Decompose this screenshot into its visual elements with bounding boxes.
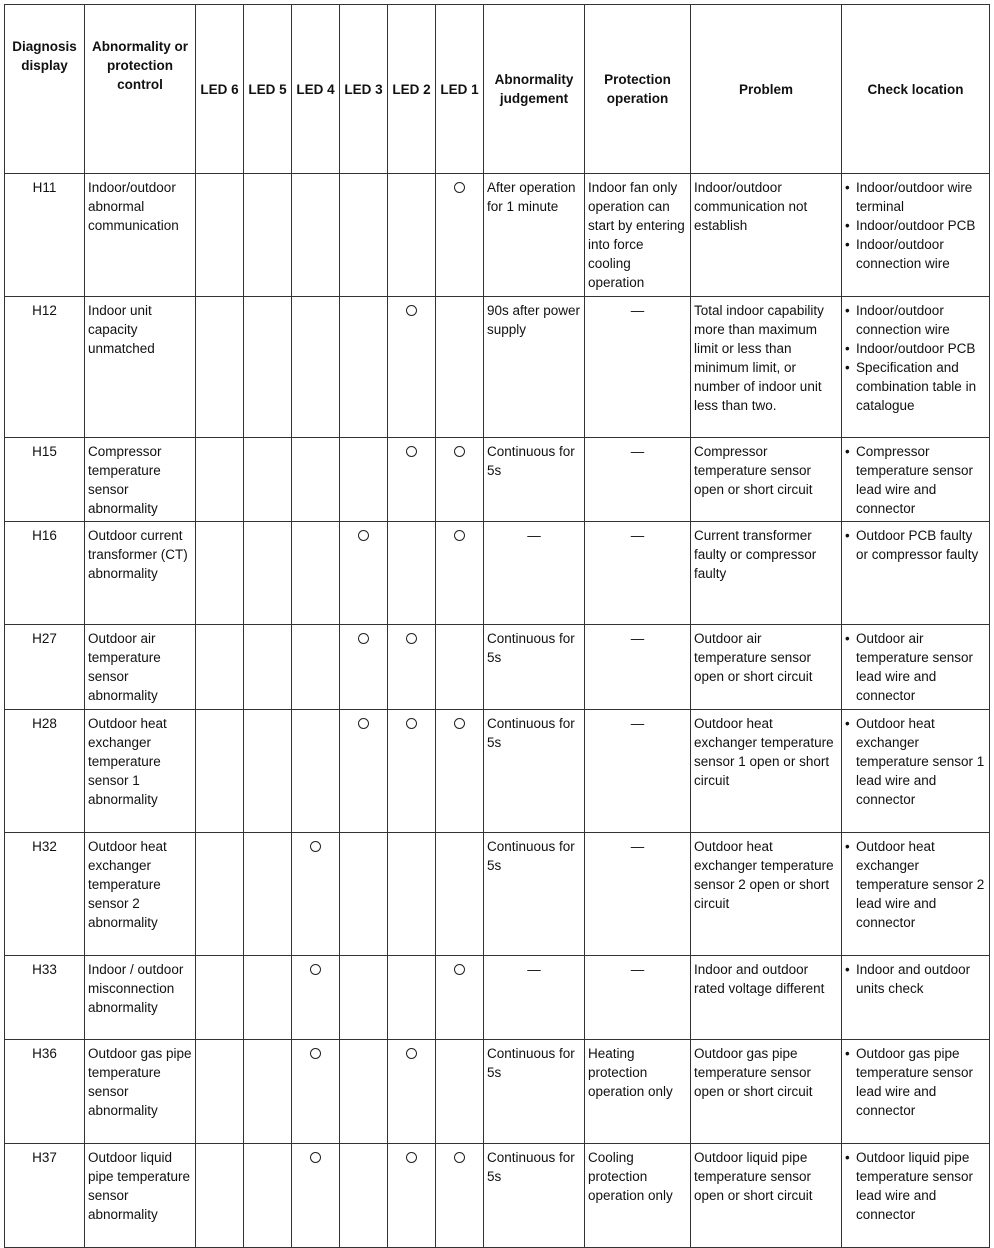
table-row [5, 174, 990, 297]
protection-cell: — [585, 710, 691, 833]
protection-cell: — [585, 297, 691, 438]
check-location-item: • Indoor/outdoor PCB [845, 216, 986, 235]
check-location-cell [842, 438, 990, 522]
header-row [5, 5, 990, 174]
header-led3: LED 3 [340, 5, 388, 174]
led1-cell [436, 833, 484, 956]
led3-cell [340, 174, 388, 297]
check-location-list [845, 960, 986, 998]
led3-cell [340, 438, 388, 522]
protection-cell: — [585, 438, 691, 522]
led2-cell [388, 522, 436, 625]
judgement-cell: — [484, 522, 585, 625]
protection-cell: — [585, 522, 691, 625]
led2-cell [388, 174, 436, 297]
check-location-cell [842, 174, 990, 297]
table-row [5, 1040, 990, 1144]
led1-cell [436, 1144, 484, 1248]
judgement-cell: 90s after power supply [484, 297, 585, 438]
judgement-cell: After operation for 1 minute [484, 174, 585, 297]
judgement-cell: Continuous for 5s [484, 833, 585, 956]
led-on-indicator [454, 446, 465, 457]
led2-cell [388, 625, 436, 710]
header-abnormality: Abnormality or protection control [85, 5, 196, 174]
led5-cell [244, 710, 292, 833]
led4-cell [292, 1040, 340, 1144]
led6-cell [196, 1040, 244, 1144]
header-protection-operation: Protection operation [585, 5, 691, 174]
led-on-indicator [454, 1152, 465, 1163]
abnormality-cell: Outdoor heat exchanger temperature sensor 2 abnormality [85, 833, 196, 956]
led6-cell [196, 625, 244, 710]
led5-cell [244, 833, 292, 956]
led1-cell [436, 438, 484, 522]
judgement-cell: Continuous for 5s [484, 625, 585, 710]
table-row [5, 297, 990, 438]
diagnosis-code: H36 [5, 1040, 85, 1144]
header-led5: LED 5 [244, 5, 292, 174]
check-location-item: • Outdoor heat exchanger temperature sensor 2 lead wire and connector [845, 837, 986, 932]
check-location-item: • Indoor/outdoor PCB [845, 339, 986, 358]
led5-cell [244, 956, 292, 1040]
led3-cell [340, 1040, 388, 1144]
led-on-indicator [406, 1152, 417, 1163]
led1-cell [436, 174, 484, 297]
led6-cell [196, 438, 244, 522]
led1-cell [436, 710, 484, 833]
check-location-item: • Outdoor heat exchanger temperature sensor 1 lead wire and connector [845, 714, 986, 809]
led5-cell [244, 1040, 292, 1144]
table-row [5, 625, 990, 710]
abnormality-cell: Compressor temperature sensor abnormality [85, 438, 196, 522]
check-location-item: • Outdoor PCB faulty or compressor faulty [845, 526, 986, 564]
led6-cell [196, 522, 244, 625]
table-row [5, 833, 990, 956]
led6-cell [196, 833, 244, 956]
led1-cell [436, 625, 484, 710]
led4-cell [292, 297, 340, 438]
check-location-item: • Compressor temperature sensor lead wire and connector [845, 442, 986, 518]
header-diagnosis-display: Diagnosis display [5, 5, 85, 174]
led-on-indicator [358, 633, 369, 644]
led4-cell [292, 438, 340, 522]
led3-cell [340, 710, 388, 833]
problem-cell: Compressor temperature sensor open or short circuit [691, 438, 842, 522]
led-on-indicator [454, 718, 465, 729]
led5-cell [244, 522, 292, 625]
check-location-cell [842, 1144, 990, 1248]
diagnosis-code: H32 [5, 833, 85, 956]
header-led2: LED 2 [388, 5, 436, 174]
diagnosis-code: H27 [5, 625, 85, 710]
led2-cell [388, 956, 436, 1040]
led4-cell [292, 710, 340, 833]
led6-cell [196, 1144, 244, 1248]
problem-cell: Total indoor capability more than maximum limit or less than minimum limit, or number of indoor unit less than two. [691, 297, 842, 438]
led4-cell [292, 956, 340, 1040]
check-location-cell [842, 956, 990, 1040]
check-location-list [845, 178, 986, 273]
led4-cell [292, 174, 340, 297]
led-on-indicator [310, 964, 321, 975]
judgement-cell: Continuous for 5s [484, 438, 585, 522]
header-led4: LED 4 [292, 5, 340, 174]
table-row [5, 522, 990, 625]
judgement-cell: Continuous for 5s [484, 710, 585, 833]
protection-cell: Heating protection operation only [585, 1040, 691, 1144]
led-on-indicator [406, 1048, 417, 1059]
led5-cell [244, 174, 292, 297]
diagnosis-code: H12 [5, 297, 85, 438]
led5-cell [244, 297, 292, 438]
protection-cell: Cooling protection operation only [585, 1144, 691, 1248]
table-row [5, 956, 990, 1040]
problem-cell: Indoor and outdoor rated voltage different [691, 956, 842, 1040]
check-location-list [845, 714, 986, 809]
table-row [5, 710, 990, 833]
led1-cell [436, 1040, 484, 1144]
protection-cell: Indoor fan only operation can start by entering into force cooling operation [585, 174, 691, 297]
problem-cell: Outdoor heat exchanger temperature sensor 1 open or short circuit [691, 710, 842, 833]
check-location-cell [842, 522, 990, 625]
protection-cell: — [585, 956, 691, 1040]
led2-cell [388, 1144, 436, 1248]
check-location-cell [842, 1040, 990, 1144]
led4-cell [292, 1144, 340, 1248]
led-on-indicator [454, 530, 465, 541]
led5-cell [244, 625, 292, 710]
led-on-indicator [358, 718, 369, 729]
led2-cell [388, 833, 436, 956]
check-location-cell [842, 710, 990, 833]
led-on-indicator [454, 964, 465, 975]
check-location-item: • Specification and combination table in catalogue [845, 358, 986, 415]
check-location-list [845, 526, 986, 564]
led3-cell [340, 1144, 388, 1248]
led1-cell [436, 297, 484, 438]
check-location-list [845, 1044, 986, 1120]
diagnosis-code: H16 [5, 522, 85, 625]
led-on-indicator [406, 633, 417, 644]
diagnosis-code: H37 [5, 1144, 85, 1248]
led4-cell [292, 522, 340, 625]
led4-cell [292, 625, 340, 710]
led2-cell [388, 1040, 436, 1144]
led-on-indicator [406, 718, 417, 729]
check-location-item: • Indoor/outdoor wire terminal [845, 178, 986, 216]
header-check-location: Check location [842, 5, 990, 174]
check-location-list [845, 1148, 986, 1224]
led3-cell [340, 833, 388, 956]
abnormality-cell: Indoor unit capacity unmatched [85, 297, 196, 438]
header-problem: Problem [691, 5, 842, 174]
led2-cell [388, 438, 436, 522]
led1-cell [436, 522, 484, 625]
led3-cell [340, 522, 388, 625]
led-on-indicator [310, 841, 321, 852]
problem-cell: Current transformer faulty or compressor faulty [691, 522, 842, 625]
check-location-item: • Outdoor liquid pipe temperature sensor lead wire and connector [845, 1148, 986, 1224]
led3-cell [340, 297, 388, 438]
check-location-item: • Indoor/outdoor connection wire [845, 235, 986, 273]
led6-cell [196, 297, 244, 438]
judgement-cell: Continuous for 5s [484, 1144, 585, 1248]
led2-cell [388, 710, 436, 833]
header-abnormality-judgement: Abnormality judgement [484, 5, 585, 174]
led5-cell [244, 1144, 292, 1248]
check-location-item: • Indoor and outdoor units check [845, 960, 986, 998]
protection-cell: — [585, 833, 691, 956]
header-led1: LED 1 [436, 5, 484, 174]
led-on-indicator [406, 446, 417, 457]
check-location-item: • Outdoor air temperature sensor lead wire and connector [845, 629, 986, 705]
diagnosis-table [4, 4, 990, 1248]
led-on-indicator [454, 182, 465, 193]
abnormality-cell: Outdoor liquid pipe temperature sensor abnormality [85, 1144, 196, 1248]
abnormality-cell: Outdoor current transformer (CT) abnormality [85, 522, 196, 625]
protection-cell: — [585, 625, 691, 710]
table-row [5, 438, 990, 522]
diagnosis-code: H15 [5, 438, 85, 522]
problem-cell: Outdoor liquid pipe temperature sensor open or short circuit [691, 1144, 842, 1248]
abnormality-cell: Outdoor heat exchanger temperature sensor 1 abnormality [85, 710, 196, 833]
check-location-item: • Outdoor gas pipe temperature sensor lead wire and connector [845, 1044, 986, 1120]
led-on-indicator [358, 530, 369, 541]
check-location-cell [842, 833, 990, 956]
problem-cell: Outdoor heat exchanger temperature sensor 2 open or short circuit [691, 833, 842, 956]
check-location-list [845, 837, 986, 932]
judgement-cell: Continuous for 5s [484, 1040, 585, 1144]
judgement-cell: — [484, 956, 585, 1040]
abnormality-cell: Indoor/outdoor abnormal communication [85, 174, 196, 297]
led4-cell [292, 833, 340, 956]
led6-cell [196, 956, 244, 1040]
table-body [5, 174, 990, 1248]
problem-cell: Outdoor air temperature sensor open or short circuit [691, 625, 842, 710]
diagnosis-code: H28 [5, 710, 85, 833]
diagnosis-code: H33 [5, 956, 85, 1040]
led2-cell [388, 297, 436, 438]
problem-cell: Indoor/outdoor communication not establish [691, 174, 842, 297]
check-location-list [845, 442, 986, 518]
abnormality-cell: Outdoor air temperature sensor abnormality [85, 625, 196, 710]
led6-cell [196, 710, 244, 833]
led6-cell [196, 174, 244, 297]
led3-cell [340, 956, 388, 1040]
led1-cell [436, 956, 484, 1040]
led3-cell [340, 625, 388, 710]
led-on-indicator [310, 1152, 321, 1163]
check-location-item: • Indoor/outdoor connection wire [845, 301, 986, 339]
check-location-cell [842, 625, 990, 710]
header-led6: LED 6 [196, 5, 244, 174]
problem-cell: Outdoor gas pipe temperature sensor open or short circuit [691, 1040, 842, 1144]
check-location-list [845, 301, 986, 415]
led5-cell [244, 438, 292, 522]
diagnosis-code: H11 [5, 174, 85, 297]
led-on-indicator [406, 305, 417, 316]
abnormality-cell: Outdoor gas pipe temperature sensor abnormality [85, 1040, 196, 1144]
table-row [5, 1144, 990, 1248]
check-location-cell [842, 297, 990, 438]
check-location-list [845, 629, 986, 705]
abnormality-cell: Indoor / outdoor misconnection abnormality [85, 956, 196, 1040]
led-on-indicator [310, 1048, 321, 1059]
